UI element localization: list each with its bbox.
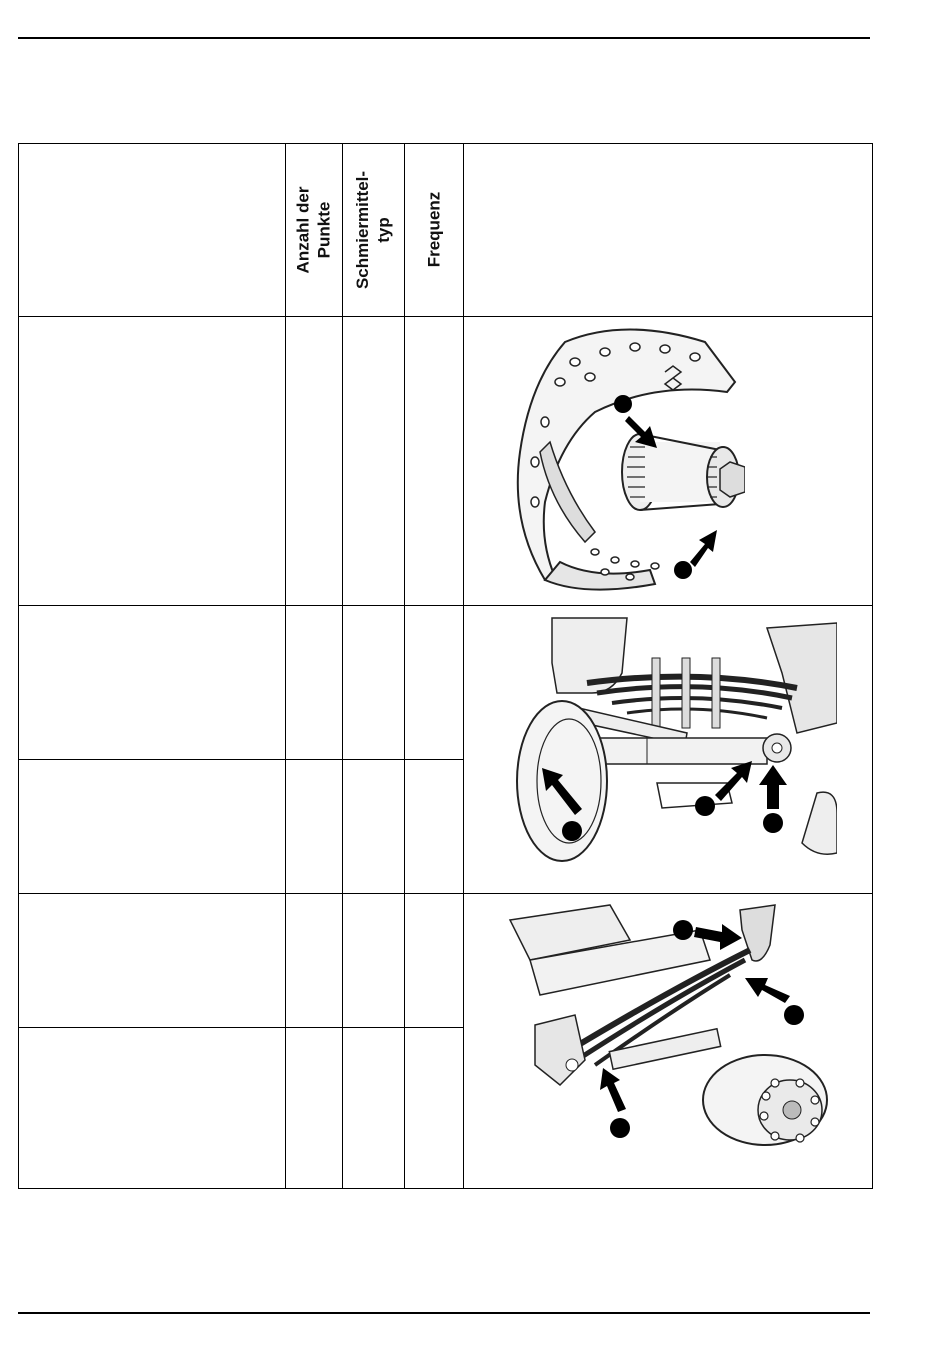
header-frequenz [404, 143, 463, 316]
header-anzahl-der-punkte [285, 143, 342, 316]
header-lubricant-line1: Schmiermittel- [353, 170, 372, 289]
footer-rule [18, 1312, 870, 1314]
header-points-line2: Punkte [314, 201, 334, 258]
header-lubricant-line2: typ [374, 216, 393, 243]
header-rule [18, 37, 870, 39]
header-schmiermitteltyp [342, 143, 404, 316]
axle-brake-camshaft-illustration [497, 613, 837, 863]
leaf-spring-suspension-illustration [500, 900, 840, 1150]
brake-drum-hub-illustration [505, 322, 745, 600]
header-points-line1: Anzahl der [293, 186, 313, 273]
header-frequency: Frequenz [424, 191, 443, 268]
